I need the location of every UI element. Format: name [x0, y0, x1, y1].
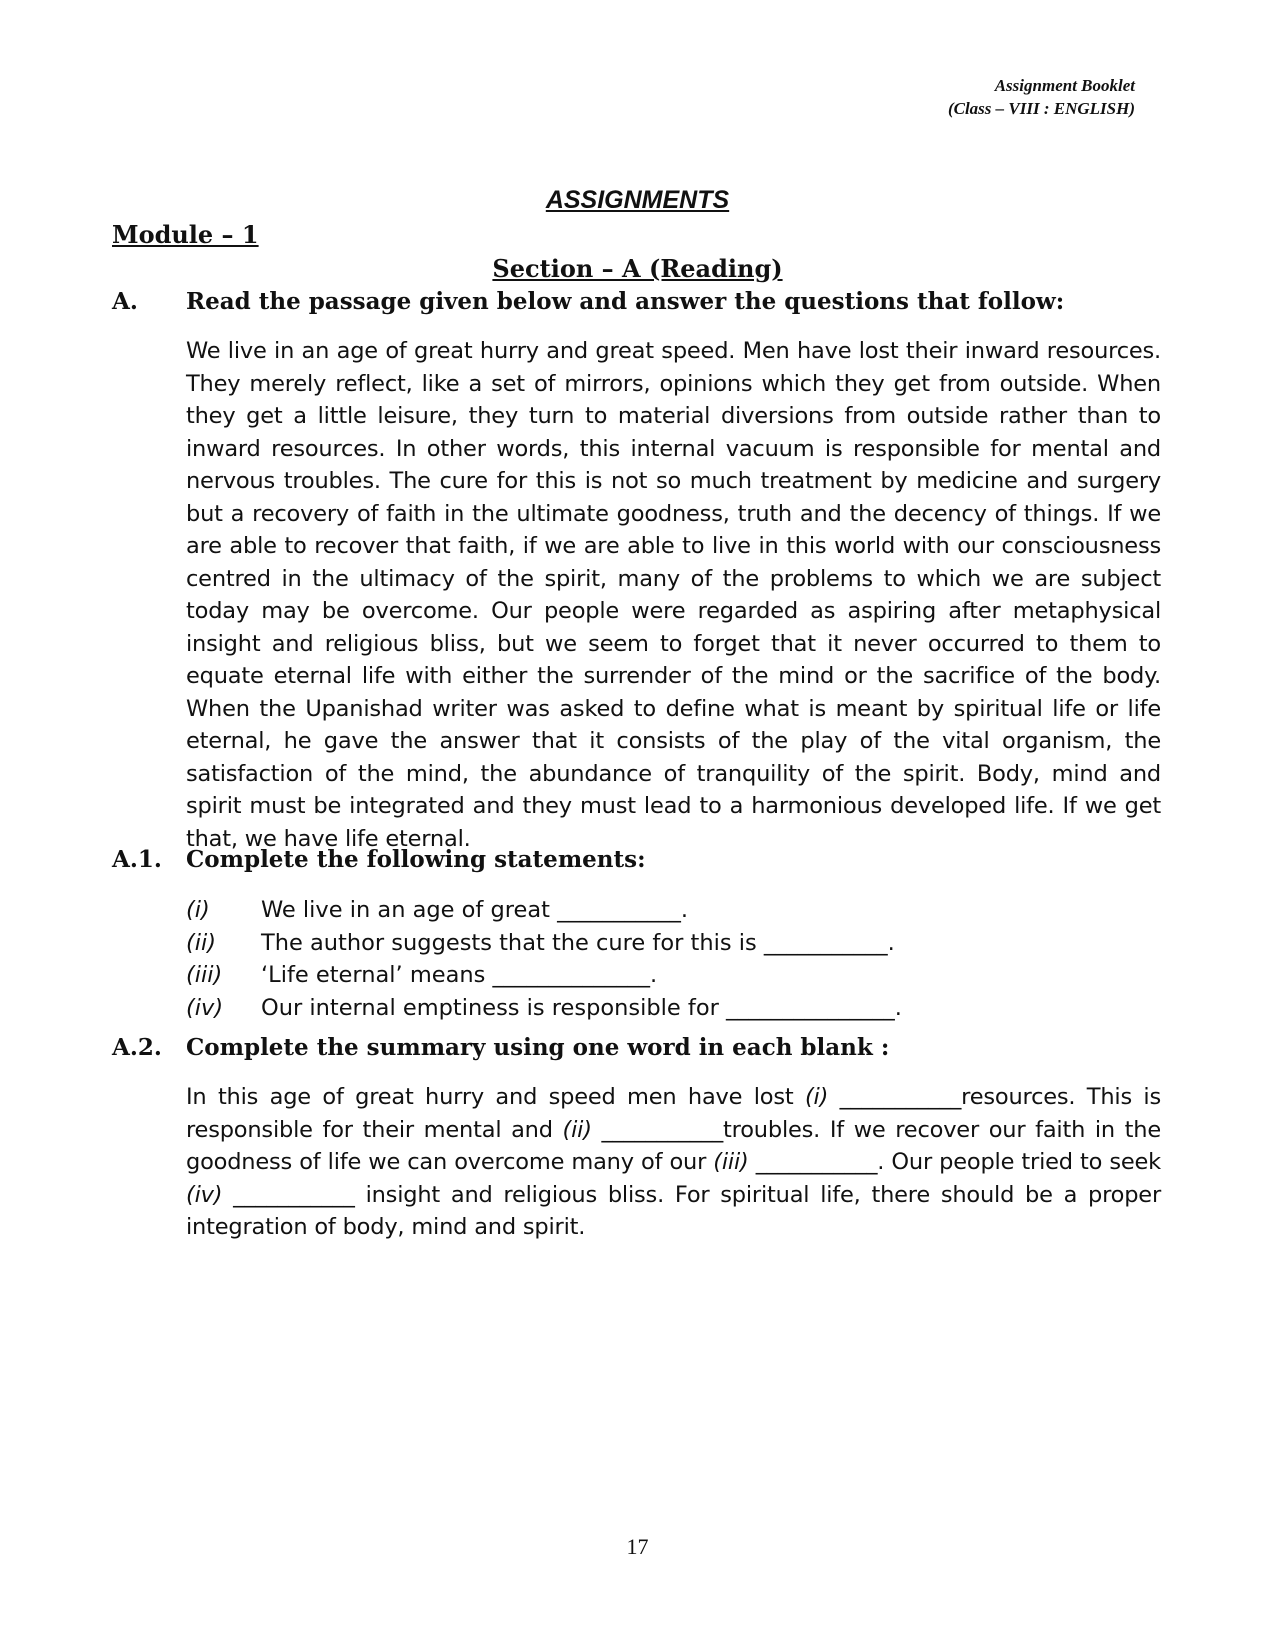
- summary-text: ___________ insight and religious bliss. For spiritual life, there should be a proper integration of body, mind and spirit.: [186, 1181, 1161, 1240]
- item-marker: (i): [186, 897, 210, 923]
- question-a2-heading: [112, 1034, 1163, 1061]
- question-a1-instruction: Complete the following statements:: [186, 846, 646, 873]
- list-item: [186, 927, 1161, 960]
- item-text: ‘Life eternal’ means ______________.: [261, 962, 658, 988]
- blank-marker: (iii): [713, 1149, 749, 1175]
- assignments-title: ASSIGNMENTS: [545, 186, 730, 214]
- module-heading: Module – 1: [112, 220, 259, 249]
- summary-text: ___________resources. This is responsible for their mental and: [186, 1084, 1161, 1143]
- item-text: Our internal emptiness is responsible for _______________.: [261, 994, 902, 1021]
- statement-list: [186, 894, 1161, 1024]
- list-item: [186, 894, 1161, 927]
- running-header: [948, 74, 1135, 120]
- reading-passage: We live in an age of great hurry and great speed. Men have lost their inward resources. They merely reflect, like a set of mirrors, opinions which they get from outside. When they get a little leisure, they turn to material diversions from outside rather than to inward resources. In other words, this internal vacuum is responsible for mental and nervous troubles. The cure for this is not so much treatment by medicine and surgery but a recovery of faith in the ultimate goodness, truth and the decency of things. If we are able to recover that faith, if we are able to live in this world with our consciousness centred in the ultimacy of the spirit, many of the problems to which we are subject today may be overcome. Our people were regarded as aspiring after metaphysical insight and religious bliss, but we seem to forget that it never occurred to them to equate eternal life with either the surrender of the mind or the sacrifice of the body. When the Upanishad writer was asked to define what is meant by spiritual life or life eternal, he gave the answer that it consists of the play of the vital organism, the satisfaction of the mind, the abundance of tranquility of the spirit. Body, mind and spirit must be integrated and they must lead to a harmonious developed life. If we get that, we have life eternal.: [186, 338, 1161, 852]
- item-text: We live in an age of great ___________.: [261, 897, 689, 923]
- header-line-class: (Class – VIII : ENGLISH): [947, 99, 1135, 118]
- question-a-heading: [112, 288, 1163, 315]
- header-line-booklet: Assignment Booklet: [994, 76, 1135, 95]
- summary-text: ___________troubles. If we recover our faith in the goodness of life we can overcome many of our: [186, 1116, 1162, 1175]
- question-a2-number: A.2.: [112, 1034, 162, 1061]
- question-a2-instruction: Complete the summary using one word in each blank :: [186, 1034, 890, 1061]
- blank-marker: (iv): [186, 1181, 223, 1208]
- question-a1-heading: [112, 846, 1163, 873]
- list-item: [186, 959, 1161, 992]
- section-heading-row: [0, 254, 1275, 283]
- blank-marker: (ii): [562, 1116, 592, 1143]
- item-marker: (iii): [186, 962, 223, 988]
- item-marker: (iv): [186, 994, 224, 1021]
- question-a-instruction: Read the passage given below and answer the questions that follow:: [186, 288, 1065, 315]
- question-a-number: A.: [112, 288, 138, 315]
- summary-paragraph: [186, 1081, 1161, 1244]
- summary-text: ___________. Our people tried to seek: [748, 1149, 1161, 1175]
- item-text: The author suggests that the cure for this is ___________.: [261, 929, 895, 956]
- question-a1-number: A.1.: [112, 846, 162, 873]
- list-item: [186, 992, 1161, 1025]
- page-number: 17: [626, 1534, 649, 1559]
- blank-marker: (i): [804, 1084, 829, 1110]
- summary-text: In this age of great hurry and speed men have lost: [186, 1084, 805, 1110]
- assignments-title-row: [0, 186, 1275, 215]
- item-marker: (ii): [186, 929, 217, 956]
- section-heading: Section – A (Reading): [492, 254, 783, 283]
